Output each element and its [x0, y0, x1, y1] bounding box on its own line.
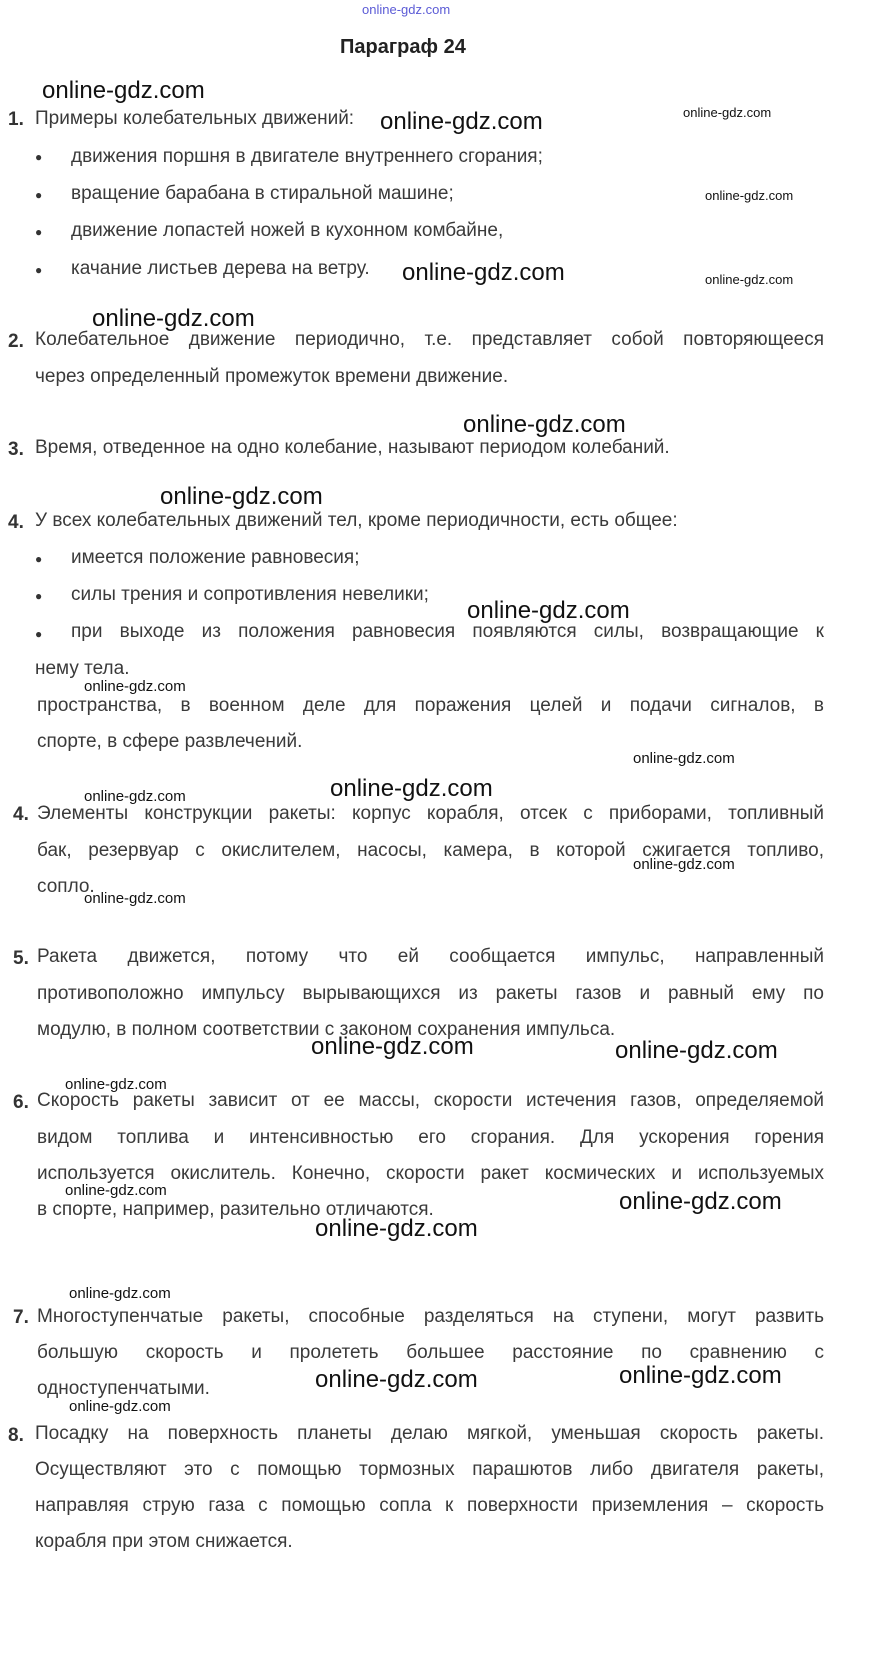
item-number: 7.	[13, 1307, 29, 1328]
bullet-icon: ●	[35, 225, 43, 239]
item-text: нему тела.	[35, 658, 130, 679]
item-number: 5.	[13, 948, 29, 969]
item-text: Посадку на поверхность планеты делаю мягкой, уменьшая скорость ракеты.	[35, 1423, 824, 1444]
watermark: online-gdz.com	[619, 1362, 782, 1389]
bullet-icon: ●	[35, 627, 43, 641]
bullet-item: при выходе из положения равновесия появляются силы, возвращающие к	[71, 621, 824, 642]
watermark: online-gdz.com	[402, 259, 565, 286]
watermark: online-gdz.com	[633, 856, 735, 873]
item-text: Ракета движется, потому что ей сообщается импульс, направленный	[37, 946, 824, 967]
watermark: online-gdz.com	[330, 775, 493, 802]
item-text: направляя струю газа с помощью сопла к поверхности приземления – скорость	[35, 1495, 824, 1516]
watermark: online-gdz.com	[633, 750, 735, 767]
watermark: online-gdz.com	[615, 1037, 778, 1064]
fragment-text: спорте, в сфере развлечений.	[37, 731, 303, 752]
item-text: бак, резервуар с окислителем, насосы, камера, в которой сжигается топливо,	[37, 840, 824, 861]
watermark: online-gdz.com	[92, 305, 255, 332]
item-text: Многоступенчатые ракеты, способные разделяться на ступени, могут развить	[37, 1306, 824, 1327]
item-text: Элементы конструкции ракеты: корпус корабля, отсек с приборами, топливный	[37, 803, 824, 824]
watermark: online-gdz.com	[315, 1366, 478, 1393]
watermark: online-gdz.com	[683, 105, 772, 120]
watermark: online-gdz.com	[84, 678, 186, 695]
bullet-icon: ●	[35, 589, 43, 603]
item-text: У всех колебательных движений тел, кроме периодичности, есть общее:	[35, 510, 678, 531]
watermark: online-gdz.com	[65, 1076, 167, 1093]
watermark: online-gdz.com	[380, 108, 543, 135]
fragment-text: пространства, в военном деле для поражения целей и подачи сигналов, в	[37, 695, 824, 716]
item-text: одноступенчатыми.	[37, 1378, 210, 1399]
bullet-icon: ●	[35, 188, 43, 202]
item-number: 2.	[8, 331, 24, 352]
watermark: online-gdz.com	[160, 483, 323, 510]
top-watermark: online-gdz.com	[362, 2, 451, 17]
watermark: online-gdz.com	[705, 272, 794, 287]
watermark: online-gdz.com	[311, 1033, 474, 1060]
item-number: 1.	[8, 109, 24, 130]
bullet-item: движения поршня в двигателе внутреннего сгорания;	[71, 146, 543, 167]
watermark: online-gdz.com	[84, 788, 186, 805]
item-text: противоположно импульсу вырывающихся из ракеты газов и равный ему по	[37, 983, 824, 1004]
watermark: online-gdz.com	[619, 1188, 782, 1215]
item-text: Примеры колебательных движений:	[35, 108, 355, 129]
bullet-item: имеется положение равновесия;	[71, 547, 360, 568]
item-text: корабля при этом снижается.	[35, 1531, 293, 1552]
watermark: online-gdz.com	[42, 77, 205, 104]
watermark: online-gdz.com	[463, 411, 626, 438]
item-text: большую скорость и пролететь большее расстояние по сравнению с	[37, 1342, 824, 1363]
item-number: 4.	[8, 512, 24, 533]
bullet-icon: ●	[35, 552, 43, 566]
watermark: online-gdz.com	[69, 1285, 171, 1302]
bullet-icon: ●	[35, 150, 43, 164]
watermark: online-gdz.com	[705, 188, 794, 203]
bullet-icon: ●	[35, 263, 43, 277]
item-text: Время, отведенное на одно колебание, называют периодом колебаний.	[35, 437, 670, 458]
watermark: online-gdz.com	[69, 1398, 171, 1415]
item-text: видом топлива и интенсивностью его сгорания. Для ускорения горения	[37, 1127, 824, 1148]
item-text: Колебательное движение периодично, т.е. представляет собой повторяющееся	[35, 329, 824, 350]
item-text: Скорость ракеты зависит от ее массы, скорости истечения газов, определяемой	[37, 1090, 824, 1111]
bullet-item: вращение барабана в стиральной машине;	[71, 183, 454, 204]
watermark: online-gdz.com	[84, 890, 186, 907]
item-text: Осуществляют это с помощью тормозных парашютов либо двигателя ракеты,	[35, 1459, 824, 1480]
bullet-item: качание листьев дерева на ветру.	[71, 258, 370, 279]
watermark: online-gdz.com	[467, 597, 630, 624]
item-number: 6.	[13, 1092, 29, 1113]
item-number: 4.	[13, 804, 29, 825]
bullet-item: силы трения и сопротивления невелики;	[71, 584, 429, 605]
item-text: сопло.	[37, 876, 95, 897]
item-text: в спорте, например, разительно отличаются.	[37, 1199, 434, 1220]
item-text: модулю, в полном соответствии с законом сохранения импульса.	[37, 1019, 616, 1040]
item-number: 3.	[8, 439, 24, 460]
item-number: 8.	[8, 1425, 24, 1446]
watermark: online-gdz.com	[65, 1182, 167, 1199]
item-text: используется окислитель. Конечно, скорости ракет космических и используемых	[37, 1163, 824, 1184]
bullet-item: движение лопастей ножей в кухонном комбайне,	[71, 220, 504, 241]
item-text: через определенный промежуток времени движение.	[35, 366, 509, 387]
watermark: online-gdz.com	[315, 1215, 478, 1242]
page-title: Параграф 24	[340, 36, 466, 58]
